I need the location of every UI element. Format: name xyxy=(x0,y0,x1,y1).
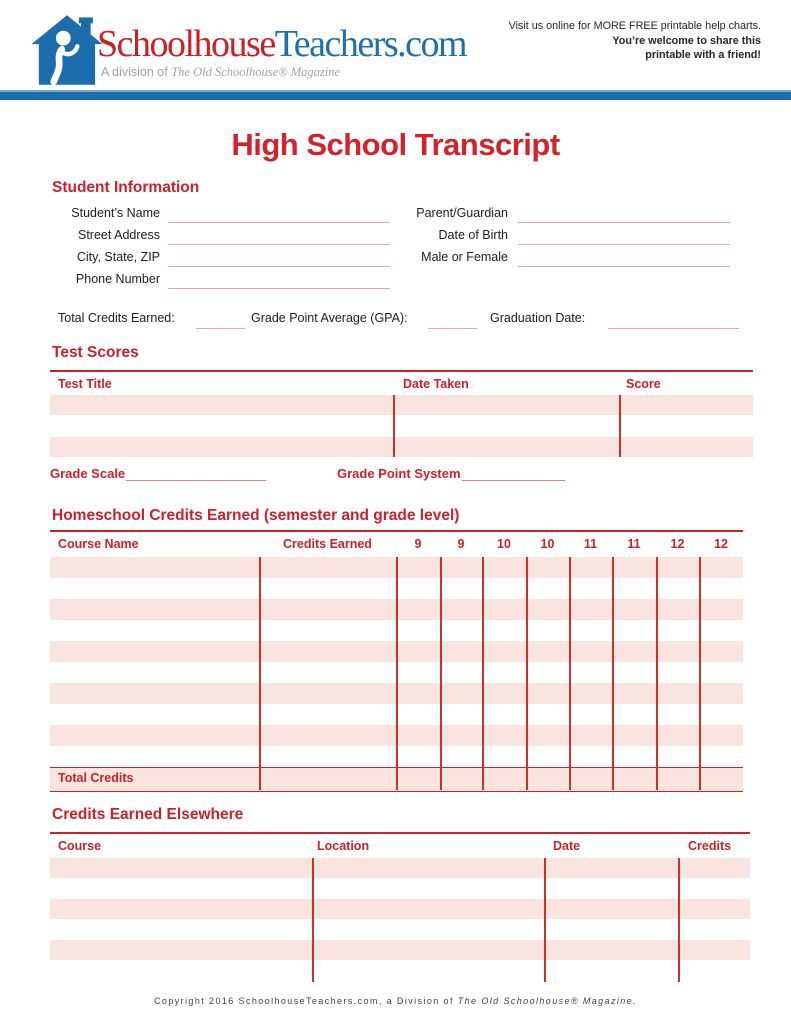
course-name-col-header: Course Name xyxy=(58,537,139,551)
students-name-row xyxy=(30,206,390,224)
test-scores-grid-line xyxy=(619,395,621,457)
city-state-zip-line[interactable] xyxy=(168,250,390,267)
table-row[interactable] xyxy=(50,940,750,960)
grade-scale-label: Grade Scale xyxy=(50,466,126,481)
table-row[interactable] xyxy=(50,415,753,437)
graduation-date-label: Graduation Date: xyxy=(490,311,586,325)
brand-wordmark xyxy=(97,22,466,66)
date-of-birth-label: Date of Birth xyxy=(438,228,508,242)
test-scores-heading: Test Scores xyxy=(52,344,139,361)
homeschool-credits-heading: Homeschool Credits Earned (semester and grade level) xyxy=(52,507,460,524)
male-or-female-line[interactable] xyxy=(518,250,730,267)
brand-tagline: A division of The Old Schoolhouse® Magazine xyxy=(101,65,341,79)
homeschool-grid-line xyxy=(259,557,261,790)
table-row[interactable] xyxy=(50,960,750,982)
grade-9-col-header: 9 xyxy=(414,537,422,551)
homeschool-grid-line xyxy=(699,557,701,790)
parent-guardian-row xyxy=(398,206,732,224)
homeschool-grid-line xyxy=(396,557,398,790)
date-col-header: Date xyxy=(553,839,581,853)
schoolhouse-logo-icon xyxy=(30,13,104,87)
grade-point-system-line[interactable] xyxy=(462,466,565,481)
homeschool-credits-table xyxy=(50,530,743,790)
gpa-label: Grade Point Average (GPA): xyxy=(251,311,408,325)
street-address-label: Street Address xyxy=(78,228,160,242)
grade-scale-line[interactable] xyxy=(126,466,266,481)
table-row[interactable] xyxy=(50,919,750,940)
grade-10-col-header: 10 xyxy=(497,537,511,551)
homeschool-grid-line xyxy=(656,557,658,790)
promo-text xyxy=(509,19,761,63)
credits-elsewhere-table xyxy=(50,832,750,982)
grade-10-col-header: 10 xyxy=(540,537,555,551)
elsewhere-grid-line xyxy=(544,858,546,982)
grade-12-col-header: 12 xyxy=(670,537,685,551)
phone-number-label: Phone Number xyxy=(75,272,160,286)
graduation-date-line[interactable] xyxy=(608,311,739,329)
homeschool-grid-line xyxy=(440,557,442,790)
gpa-line[interactable] xyxy=(428,311,477,329)
homeschool-grid-line xyxy=(526,557,528,790)
table-row[interactable] xyxy=(50,858,750,878)
date-of-birth-line[interactable] xyxy=(518,228,730,245)
credits-elsewhere-rows xyxy=(50,858,750,982)
date-taken-col-header: Date Taken xyxy=(403,377,469,391)
table-row[interactable] xyxy=(50,395,753,415)
course-col-header: Course xyxy=(58,839,102,853)
score-col-header: Score xyxy=(626,377,661,391)
total-credits-earned-line[interactable] xyxy=(196,311,245,329)
brand-teachers: Teachers.com xyxy=(274,23,467,65)
credits-col-header: Credits xyxy=(688,839,732,853)
total-credits-label: Total Credits xyxy=(58,771,134,785)
students-name-label: Student’s Name xyxy=(71,206,160,220)
total-credits-earned-label: Total Credits Earned: xyxy=(58,311,175,325)
elsewhere-grid-line xyxy=(678,858,680,982)
street-address-row xyxy=(30,228,390,246)
grade-point-system-label: Grade Point System xyxy=(337,466,461,481)
grade-11-col-header: 11 xyxy=(583,537,598,551)
male-or-female-label: Male or Female xyxy=(421,250,508,264)
promo-line-1: Visit us online for MORE FREE printable help charts. xyxy=(508,20,761,32)
city-state-zip-label: City, State, ZIP xyxy=(76,250,160,264)
homeschool-grid-line xyxy=(569,557,571,790)
promo-line-2: You’re welcome to share this xyxy=(612,34,761,47)
male-or-female-row xyxy=(398,250,732,268)
grade-9-col-header: 9 xyxy=(457,537,465,551)
brand-schoolhouse: Schoolhouse xyxy=(97,23,275,65)
phone-number-row xyxy=(30,272,390,290)
phone-number-line[interactable] xyxy=(168,272,390,289)
promo-line-3: printable with a friend! xyxy=(645,49,761,61)
table-row[interactable] xyxy=(50,899,750,919)
credits-elsewhere-heading: Credits Earned Elsewhere xyxy=(52,806,244,823)
parent-guardian-label: Parent/Guardian xyxy=(416,206,508,220)
student-information-heading: Student Information xyxy=(52,179,200,196)
test-scores-grid-line xyxy=(393,395,395,457)
table-row[interactable] xyxy=(50,878,750,899)
elsewhere-grid-line xyxy=(312,858,314,982)
test-title-col-header: Test Title xyxy=(58,377,112,391)
street-address-line[interactable] xyxy=(168,228,390,245)
header-divider-bar xyxy=(0,92,791,100)
credits-earned-col-header: Credits Earned xyxy=(283,537,372,551)
copyright-text: Copyright 2016 SchoolhouseTeachers.com, a Division of The Old Schoolhouse® Magazine. xyxy=(154,996,637,1006)
city-state-zip-row xyxy=(30,250,390,268)
test-scores-table xyxy=(50,370,753,458)
table-row[interactable] xyxy=(50,437,753,457)
grade-11-col-header: 11 xyxy=(627,537,641,551)
parent-guardian-line[interactable] xyxy=(518,206,730,223)
location-col-header: Location xyxy=(317,839,370,853)
test-scores-rows xyxy=(50,395,753,457)
page-title: High School Transcript xyxy=(231,127,560,162)
students-name-line[interactable] xyxy=(168,206,390,223)
grade-12-col-header: 12 xyxy=(714,537,728,551)
homeschool-grid-line xyxy=(612,557,614,790)
homeschool-grid-line xyxy=(482,557,484,790)
date-of-birth-row xyxy=(398,228,732,246)
